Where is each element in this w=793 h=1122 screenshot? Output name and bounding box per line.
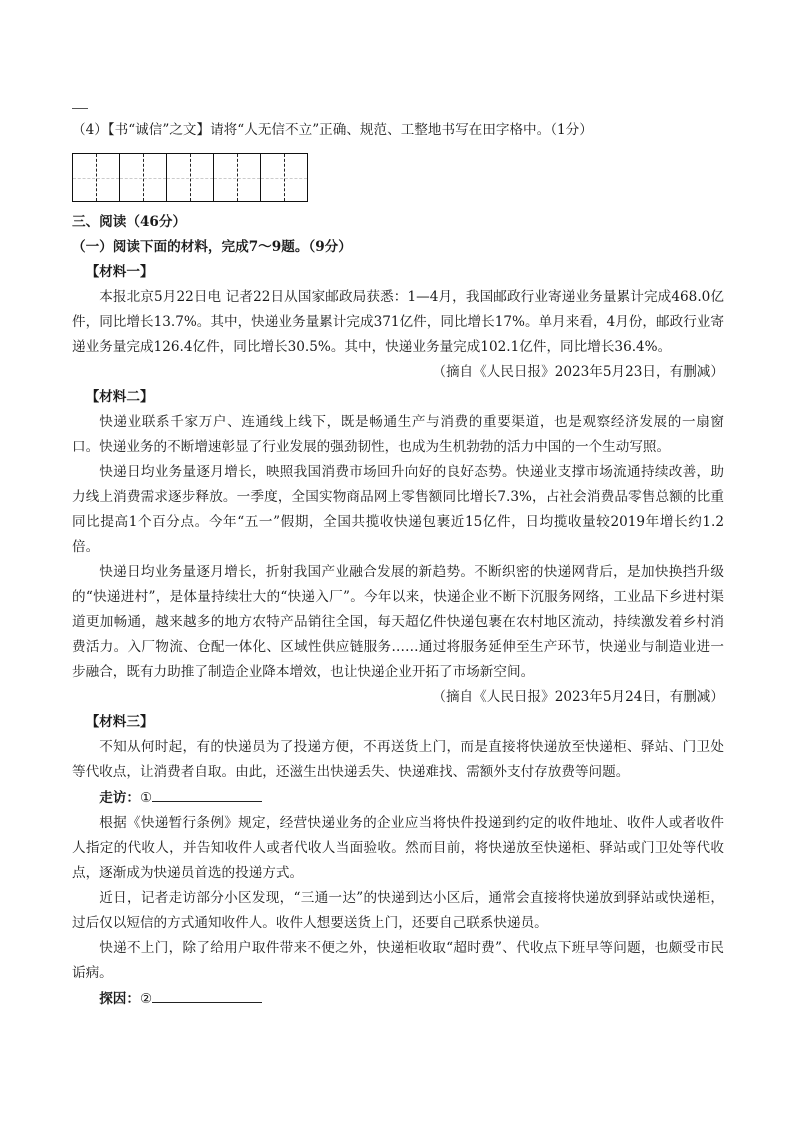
cause-marker: ②: [139, 991, 153, 1007]
material2-paragraph: 快递日均业务量逐月增长，折射我国产业融合发展的新趋势。不断织密的快递网背后，是加快换挡升级的“快递进村”，是体量持续壮大的“快递入厂”。今年以来，快递企业不断下沉服务网络，工业品下乡进村渠道更加畅通，越来越多的地方农特产品销往全国，每天超亿件快递包裹在农村地区流动，持续激发着乡村消费活力。入厂物流、仓配一体化、区域性供应链服务……通过将服务延伸至生产环节，快递业与制造业进一步融合，既有力助推了制造企业降本增效，也让快递企业开拓了市场新空间。: [72, 564, 724, 680]
visit-label: 走访：: [99, 790, 140, 806]
top-rule: [72, 108, 88, 109]
visit-line: [72, 785, 724, 811]
material3-intro: 不知从何时起，有的快递员为了投递方便，不再送货上门，而是直接将快递放至快递柜、驿站、门卫处等代收点，让消费者自取。由此，还滋生出快递丢失、快递难找、需额外支付存放费等问题。: [72, 739, 724, 780]
document-page: [72, 118, 724, 1012]
material1-source: （摘自《人民日报》2023年5月23日，有删减）: [432, 364, 724, 380]
grid-cell[interactable]: [261, 154, 308, 201]
tianzige-grid[interactable]: [72, 153, 308, 202]
answer-blank-2[interactable]: [152, 986, 262, 1003]
material3-heading: 【材料三】: [85, 714, 154, 730]
question-4: （4）【书“诚信”之文】请将“人无信不立”正确、规范、工整地书写在田字格中。（1分）: [72, 122, 593, 138]
material1-heading: 【材料一】: [85, 264, 154, 280]
material2-paragraph: 快递业联系千家万户、连通线上线下，既是畅通生产与消费的重要渠道，也是观察经济发展的一扇窗口。快递业务的不断增速彰显了行业发展的强劲韧性，也成为生机勃勃的活力中国的一个生动写照。: [72, 414, 724, 455]
answer-blank-1[interactable]: [152, 785, 262, 802]
material3-paragraph: 根据《快递暂行条例》规定，经营快递业务的企业应当将快件投递到约定的收件地址、收件人或者收件人指定的代收人，并告知收件人或者代收人当面验收。然而目前，将快递放至快递柜、驿站或门卫处等代收点，逐渐成为快递员首选的投递方式。: [72, 815, 724, 881]
material3-paragraph: 近日，记者走访部分小区发现，“三通一达”的快递到达小区后，通常会直接将快递放到驿站或快递柜，过后仅以短信的方式通知收件人。收件人想要送货上门，还要自己联系快递员。: [72, 890, 724, 931]
material2-paragraph: 快递日均业务量逐月增长，映照我国消费市场回升向好的良好态势。快递业支撑市场流通持续改善，助力线上消费需求逐步释放。一季度，全国实物商品网上零售额同比增长7.3%，占社会消费品零售总额的比重同比提高1个百分点。今年“五一”假期，全国共揽收快递包裹近15亿件，日均揽收量较2019年增长约1.2倍。: [72, 464, 724, 555]
grid-cell[interactable]: [120, 154, 167, 201]
material1-paragraph: 本报北京5月22日电 记者22日从国家邮政局获悉：1—4月，我国邮政行业寄递业务量累计完成468.0亿件，同比增长13.7%。其中，快递业务量累计完成371亿件，同比增长17%。单月来看，4月份，邮政行业寄递业务量完成126.4亿件，同比增长30.5%。其中，快递业务量完成102.1亿件，同比增长36.4%。: [72, 289, 724, 355]
section-title: 三、阅读（46分）: [72, 214, 187, 230]
grid-cell[interactable]: [73, 154, 120, 201]
cause-line: [72, 986, 724, 1012]
visit-marker: ①: [139, 790, 153, 806]
cause-label: 探因：: [99, 991, 140, 1007]
material3-paragraph: 快递不上门，除了给用户取件带来不便之外，快递柜收取“超时费”、代收点下班早等问题，也颇受市民诟病。: [72, 940, 724, 981]
grid-cell[interactable]: [214, 154, 261, 201]
grid-cell[interactable]: [167, 154, 214, 201]
subsection-title: （一）阅读下面的材料，完成7～9题。（9分）: [72, 239, 352, 255]
material2-heading: 【材料二】: [85, 389, 154, 405]
material2-source: （摘自《人民日报》2023年5月24日，有删减）: [432, 689, 724, 705]
